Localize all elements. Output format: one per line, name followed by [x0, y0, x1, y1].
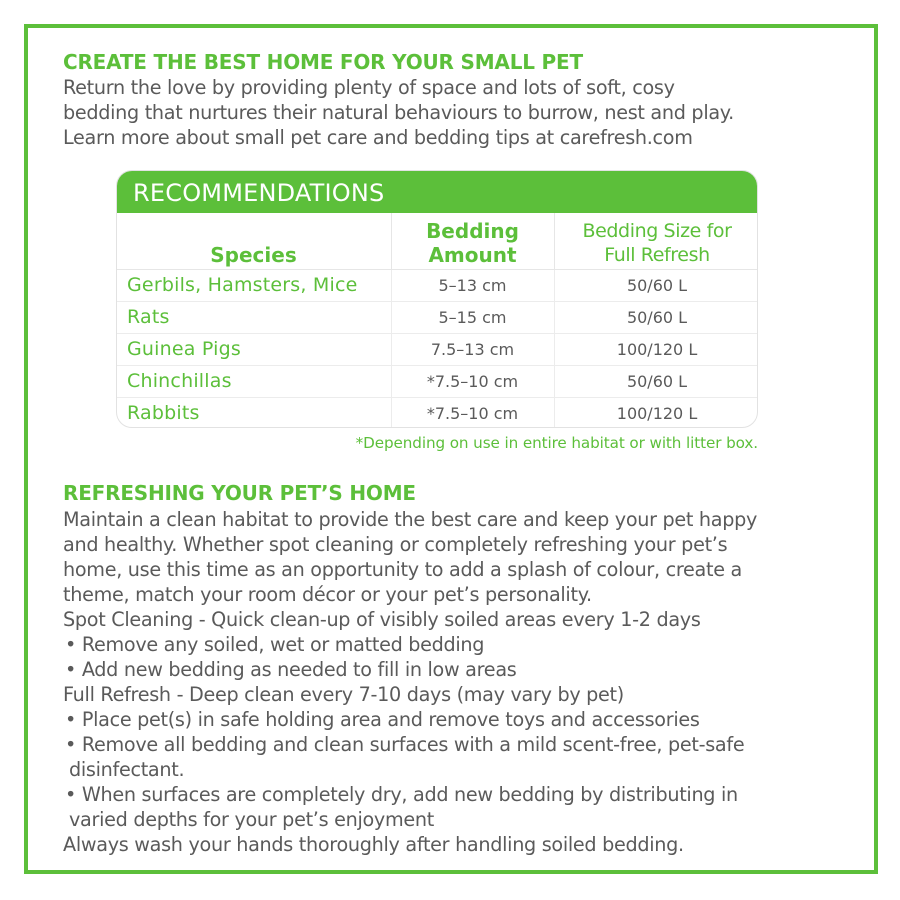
table-footnote: *Depending on use in entire habitat or with litter box. — [355, 434, 758, 452]
table-row — [117, 366, 757, 398]
size-cell: 50/60 L — [554, 302, 758, 333]
size-cell: 50/60 L — [554, 270, 758, 301]
size-cell: 100/120 L — [554, 334, 758, 365]
amount-cell: 7.5–13 cm — [391, 334, 553, 365]
amount-header-line2: Amount — [428, 243, 517, 267]
bullet-item: • Add new bedding as needed to fill in low areas — [65, 658, 517, 681]
closing-line: Always wash your hands thoroughly after handling soiled bedding. — [63, 833, 684, 856]
amount-cell: 5–15 cm — [391, 302, 553, 333]
recommendations-table — [116, 170, 758, 428]
intro-line: bedding that nurtures their natural behaviours to burrow, nest and play. — [63, 101, 734, 124]
bullet-item: • Remove any soiled, wet or matted bedding — [65, 633, 485, 656]
column-header-species — [117, 213, 390, 269]
bullet-item: • Remove all bedding and clean surfaces with a mild scent-free, pet-safe — [65, 733, 745, 756]
size-cell: 50/60 L — [554, 366, 758, 397]
table-header-row — [117, 213, 757, 270]
species-cell: Rats — [127, 306, 170, 328]
table-body — [117, 270, 757, 428]
size-header-line1: Bedding Size for — [582, 220, 732, 242]
amount-header-line1: Bedding — [426, 219, 519, 243]
column-header-species-label: Species — [210, 243, 297, 267]
column-header-amount — [391, 213, 553, 269]
body-line: and healthy. Whether spot cleaning or completely refreshing your pet’s — [63, 533, 728, 556]
species-cell: Chinchillas — [127, 370, 232, 392]
recommendations-heading: RECOMMENDATIONS — [117, 171, 757, 213]
size-cell: 100/120 L — [554, 398, 758, 428]
bullet-item: • Place pet(s) in safe holding area and remove toys and accessories — [65, 708, 700, 731]
spot-cleaning-line: Spot Cleaning - Quick clean-up of visibly soiled areas every 1-2 days — [63, 608, 701, 631]
body-line: theme, match your room décor or your pet’s personality. — [63, 583, 592, 606]
intro-line: Learn more about small pet care and bedding tips at carefresh.com — [63, 126, 693, 149]
body-line: Maintain a clean habitat to provide the best care and keep your pet happy — [63, 508, 758, 531]
intro-heading: CREATE THE BEST HOME FOR YOUR SMALL PET — [63, 50, 583, 74]
table-row — [117, 334, 757, 366]
full-refresh-line: Full Refresh - Deep clean every 7-10 days (may vary by pet) — [63, 683, 624, 706]
intro-paragraph — [63, 75, 853, 150]
table-row — [117, 302, 757, 334]
size-header-line2: Full Refresh — [604, 244, 710, 266]
species-cell: Rabbits — [127, 402, 200, 424]
table-row — [117, 398, 757, 428]
column-header-amount-label — [426, 219, 519, 267]
column-header-size-label — [582, 219, 731, 267]
species-cell: Guinea Pigs — [127, 338, 241, 360]
amount-cell: *7.5–10 cm — [391, 366, 553, 397]
intro-line: Return the love by providing plenty of space and lots of soft, cosy — [63, 76, 675, 99]
bullet-continuation: varied depths for your pet’s enjoyment — [69, 808, 434, 831]
refreshing-heading: REFRESHING YOUR PET’S HOME — [63, 481, 416, 505]
column-header-size — [554, 213, 758, 269]
refreshing-paragraph — [63, 507, 868, 857]
bullet-item: • When surfaces are completely dry, add new bedding by distributing in — [65, 783, 738, 806]
table-row — [117, 270, 757, 302]
body-line: home, use this time as an opportunity to add a splash of colour, create a — [63, 558, 742, 581]
bullet-continuation: disinfectant. — [69, 758, 185, 781]
amount-cell: *7.5–10 cm — [391, 398, 553, 428]
amount-cell: 5–13 cm — [391, 270, 553, 301]
species-cell: Gerbils, Hamsters, Mice — [127, 274, 358, 296]
